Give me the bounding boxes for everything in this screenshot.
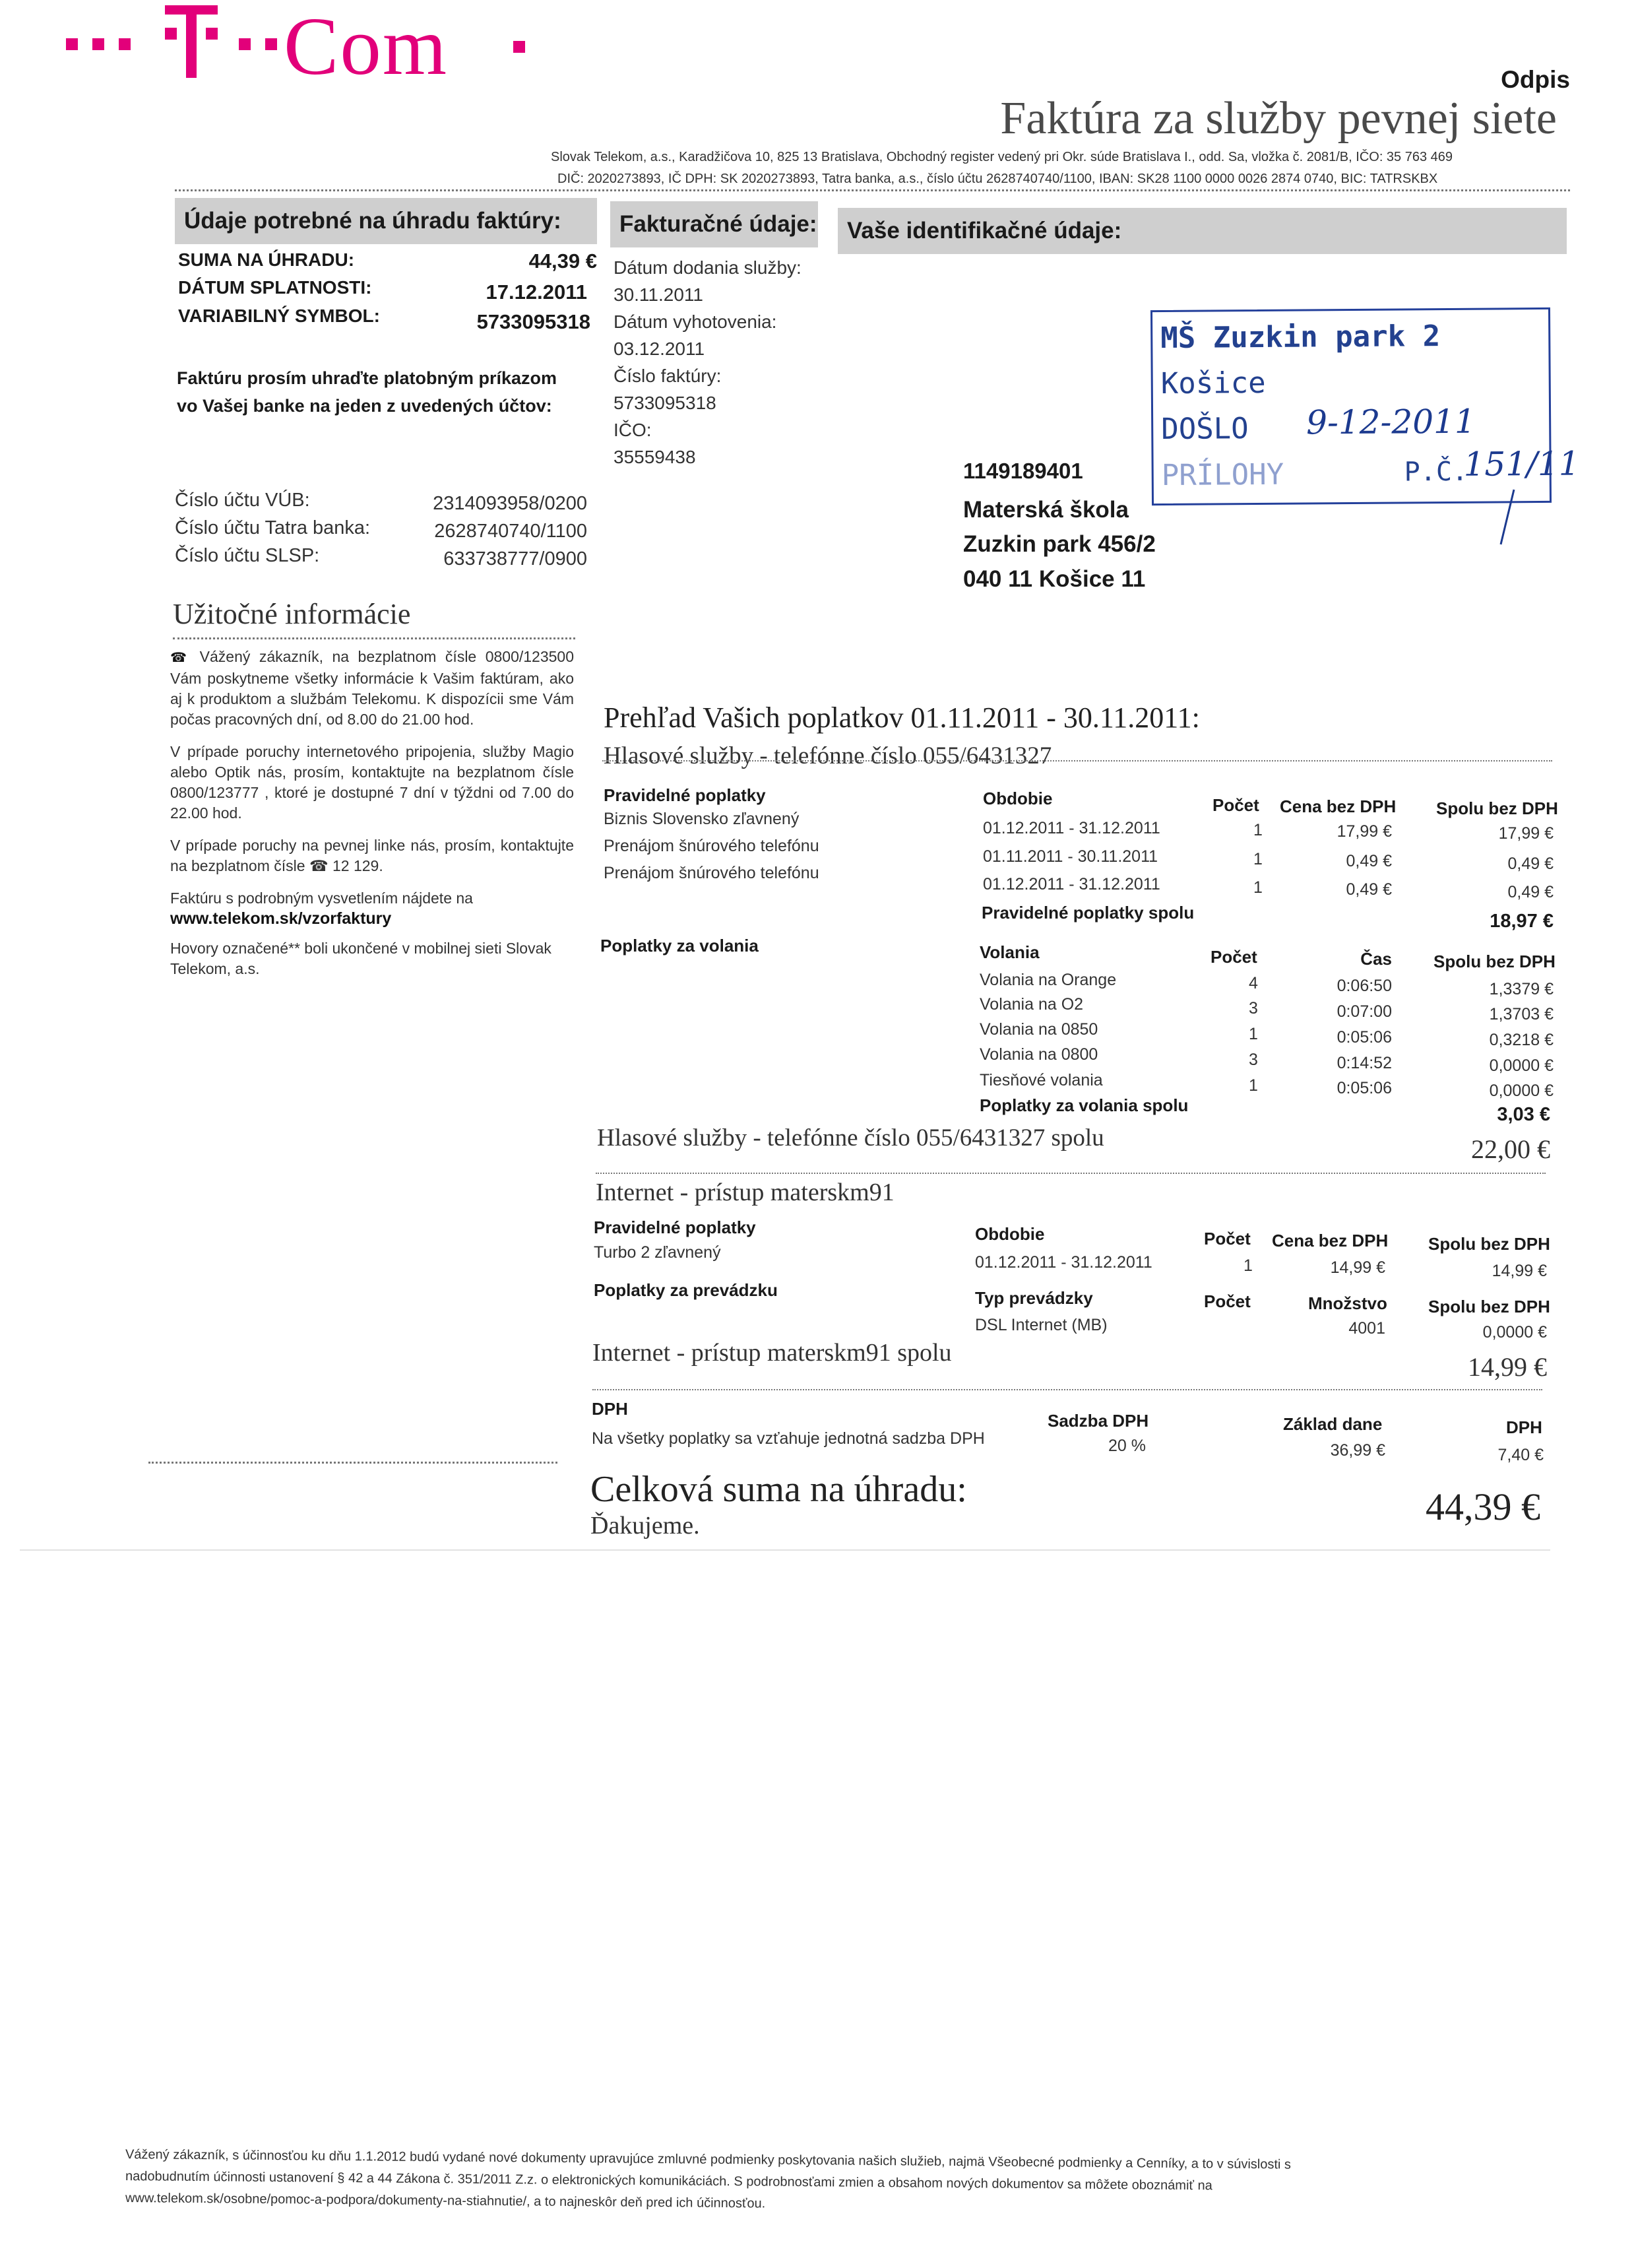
company-line-2: DIČ: 2020273893, IČ DPH: SK 2020273893, Tatra banka, a.s., číslo účtu 2628740740/1100, IBAN: SK28 1100 0000 0026 2874 0740, BIC: TATRSKBX [557, 172, 1438, 186]
calls-row-time: 0:14:52 [1337, 1054, 1392, 1072]
internet-sum-value: 14,99 € [1468, 1352, 1547, 1382]
left-bottom-divider [148, 1462, 557, 1464]
traffic-row-name: DSL Internet (MB) [975, 1316, 1108, 1334]
inet-row-name: Turbo 2 zľavnený [594, 1243, 721, 1262]
company-line-1: Slovak Telekom, a.s., Karadžičova 10, 825 13 Bratislava, Obchodný register vedený pri Okr. súde Bratislava I., odd. Sa, vložka č. 2081/B, IČO: 35 763 469 [551, 150, 1453, 164]
info-paragraph-3: V prípade poruchy na pevnej linke nás, prosím, kontaktujte na bezplatnom čísle ☎ 12 129. [170, 837, 574, 874]
regular-col-period: Obdobie [983, 789, 1053, 808]
delivery-label: Dátum dodania služby: [614, 257, 802, 278]
voice-sum-value: 22,00 € [1471, 1134, 1550, 1164]
overview-title: Prehľad Vašich poplatkov 01.11.2011 - 30.11.2011: [604, 701, 1200, 734]
account-vub-value: 2314093958/0200 [433, 493, 587, 514]
info-paragraph-1: ☎ Vážený zákazník, na bezplatnom čísle 0800/123500 Vám poskytneme všetky informácie k Vašim faktúram, ako aj k produktom a službám Telekomu. K dispozícii sme Vám počas pracovných dní, od 8.00 do 21.00 hod. [170, 648, 575, 728]
customer-heading: Vaše identifikačné údaje: [838, 208, 1567, 254]
vat-amount: 7,40 € [1497, 1446, 1544, 1464]
voice-divider [602, 760, 1552, 761]
regular-row-period: 01.12.2011 - 31.12.2011 [983, 875, 1160, 893]
received-stamp [1150, 308, 1580, 505]
regular-row-name: Prenájom šnúrového telefónu [604, 864, 819, 882]
invoice-title: Faktúra za služby pevnej siete [1000, 93, 1557, 144]
info-heading: Užitočné informácie [173, 598, 411, 630]
traffic-col-type: Typ prevádzky [975, 1288, 1093, 1308]
calls-col-time: Čas [1360, 949, 1392, 969]
header-divider [175, 189, 1570, 191]
inet-col-total: Spolu bez DPH [1428, 1234, 1550, 1254]
traffic-col-total: Spolu bez DPH [1428, 1297, 1550, 1316]
calls-row-total: 1,3379 € [1489, 980, 1554, 998]
traffic-col-qty: Počet [1204, 1291, 1251, 1311]
ico-label: IČO: [614, 420, 652, 440]
regular-row-total: 0,49 € [1507, 883, 1554, 901]
inet-row-price: 14,99 € [1330, 1258, 1385, 1277]
calls-sum-label: Poplatky za volania spolu [980, 1095, 1189, 1115]
account-slsp-label: Číslo účtu SLSP: [175, 545, 320, 566]
traffic-label: Poplatky za prevádzku [594, 1280, 778, 1300]
due-value: 17.12.2011 [486, 280, 587, 304]
issue-value: 03.12.2011 [614, 339, 705, 359]
calls-row-name: Volania na 0800 [980, 1045, 1098, 1064]
issue-label: Dátum vyhotovenia: [614, 311, 777, 332]
calls-col-total: Spolu bez DPH [1433, 952, 1556, 971]
calls-row-qty: 3 [1249, 999, 1258, 1018]
account-slsp-value: 633738777/0900 [443, 548, 587, 569]
customer-name: Materská škola [963, 497, 1129, 523]
delivery-value: 30.11.2011 [614, 284, 703, 305]
inet-col-price: Cena bez DPH [1272, 1231, 1389, 1250]
regular-row-period: 01.12.2011 - 31.12.2011 [983, 819, 1160, 837]
account-vub-label: Číslo účtu VÚB: [175, 490, 310, 511]
vs-value: 5733095318 [476, 310, 590, 333]
telekom-logo [66, 0, 528, 104]
regular-row-name: Prenájom šnúrového telefónu [604, 837, 819, 855]
regular-row-total: 17,99 € [1498, 824, 1554, 843]
stamp-line-2: Košice [1160, 366, 1266, 401]
info-paragraph-2: V prípade poruchy internetového pripojenia, služby Magio alebo Optik nás, prosím, kontaktujte na bezplatnom čísle 0800/123777 , ktoré je dostupné 7 dní v týždni od 7.00 do 22.00 hod. [170, 743, 574, 822]
payment-instruction-2: vo Vašej banke na jeden z uvedených účtov: [177, 396, 552, 416]
calls-row-time: 0:06:50 [1337, 977, 1392, 995]
calls-col-type: Volania [980, 942, 1040, 962]
voice-sum-divider [596, 1173, 1546, 1174]
voice-title: Hlasové služby - telefónne číslo 055/6431327 [604, 742, 1052, 769]
total-label: Celková suma na úhradu: [590, 1469, 967, 1510]
calls-row-name: Volania na O2 [980, 995, 1084, 1014]
vs-label: VARIABILNÝ SYMBOL: [178, 306, 380, 326]
regular-row-period: 01.11.2011 - 30.11.2011 [983, 847, 1158, 866]
account-tatra-label: Číslo účtu Tatra banka: [175, 517, 371, 538]
traffic-row-amount: 4001 [1348, 1319, 1385, 1338]
calls-row-total: 0,0000 € [1489, 1056, 1554, 1075]
vat-rate: 20 % [1108, 1437, 1146, 1455]
calls-label: Poplatky za volania [600, 936, 759, 956]
calls-row-name: Tiesňové volania [980, 1071, 1103, 1089]
info-paragraph-5: Hovory označené** boli ukončené v mobilnej sieti Slovak Telekom, a.s. [170, 940, 551, 977]
vat-description: Na všetky poplatky sa vzťahuje jednotná sadzba DPH [592, 1429, 985, 1448]
calls-row-time: 0:05:06 [1337, 1079, 1392, 1097]
invoice-details-heading: Fakturačné údaje: [610, 201, 818, 247]
stamp-handwriting-stroke [1488, 488, 1527, 548]
amount-label: SUMA NA ÚHRADU: [178, 249, 355, 270]
customer-street: Zuzkin park 456/2 [963, 531, 1156, 557]
calls-row-name: Volania na 0850 [980, 1020, 1098, 1039]
calls-row-total: 0,3218 € [1489, 1031, 1554, 1049]
regular-row-total: 0,49 € [1507, 855, 1554, 873]
inet-row-total: 14,99 € [1492, 1262, 1547, 1280]
stamp-pc-label: P.Č. [1404, 456, 1468, 488]
stamp-received-date: 9-12-2011 [1306, 402, 1476, 442]
voice-sum-label: Hlasové služby - telefónne číslo 055/6431327 spolu [597, 1124, 1104, 1151]
footer-line-1: Vážený zákazník, s účinnosťou ku dňu 1.1.2012 budú vydané nové dokumenty upravujúce zmluvné podmienky poskytovania našich služieb, najmä Všeobecné podmienky a Cenníky, a to v súvislosti s [125, 2147, 1292, 2172]
vat-label: DPH [592, 1399, 628, 1419]
payment-heading: Údaje potrebné na úhradu faktúry: [175, 198, 597, 244]
calls-row-name: Volania na Orange [980, 971, 1117, 989]
calls-sum-value: 3,03 € [1497, 1104, 1550, 1125]
stamp-line-1: MŠ Zuzkin park 2 [1160, 319, 1441, 356]
stamp-received-label: DOŠLO [1161, 412, 1249, 447]
total-value: 44,39 € [1426, 1485, 1540, 1528]
info-paragraph-4: Faktúru s podrobným vysvetlením nájdete na www.telekom.sk/vzorfaktury [170, 888, 574, 929]
inet-regular-label: Pravidelné poplatky [594, 1217, 756, 1237]
calls-row-qty: 4 [1249, 974, 1258, 992]
vat-col-rate: Sadzba DPH [1048, 1411, 1149, 1431]
regular-sum-label: Pravidelné poplatky spolu [982, 903, 1195, 923]
calls-row-qty: 1 [1249, 1025, 1258, 1043]
calls-row-total: 1,3703 € [1489, 1005, 1554, 1023]
info-block [170, 647, 574, 979]
stamp-attachments-label: PRÍLOHY [1161, 457, 1284, 493]
calls-row-qty: 3 [1249, 1051, 1258, 1069]
inet-row-qty: 1 [1243, 1256, 1253, 1275]
amount-value: 44,39 € [528, 249, 597, 273]
internet-title: Internet - prístup materskm91 [596, 1179, 895, 1206]
regular-row-qty: 1 [1253, 821, 1263, 839]
invoice-details-block [614, 254, 825, 470]
regular-col-price: Cena bez DPH [1280, 796, 1397, 816]
regular-col-total: Spolu bez DPH [1436, 798, 1558, 818]
traffic-row-total: 0,0000 € [1482, 1323, 1547, 1342]
stamp-reg-number: 151/11 [1463, 444, 1580, 484]
customer-city: 040 11 Košice 11 [963, 566, 1146, 592]
inet-col-qty: Počet [1204, 1229, 1251, 1248]
regular-row-name: Biznis Slovensko zľavnený [604, 810, 800, 828]
internet-sum-label: Internet - prístup materskm91 spolu [592, 1339, 952, 1367]
inet-col-period: Obdobie [975, 1224, 1045, 1244]
footer-line-2: nadobudnutím účinnosti ustanovení § 42 a 44 Zákona č. 351/2011 Z.z. o elektronických komunikáciách. S podrobnosťami zmien a obsahom nových dokumentov sa môžete oboznámiť na [125, 2169, 1212, 2193]
regular-row-price: 0,49 € [1346, 852, 1392, 870]
inet-row-period: 01.12.2011 - 31.12.2011 [975, 1253, 1152, 1272]
regular-fees-label: Pravidelné poplatky [604, 785, 766, 805]
vat-col-vat: DPH [1506, 1417, 1542, 1437]
payment-instruction-1: Faktúru prosím uhraďte platobným príkazom [177, 368, 557, 388]
invoice-number-label: Číslo faktúry: [614, 366, 722, 386]
thanks: Ďakujeme. [590, 1512, 700, 1539]
regular-row-qty: 1 [1253, 878, 1263, 897]
due-label: DÁTUM SPLATNOSTI: [178, 277, 372, 298]
svg-text:Com: Com [284, 1, 449, 86]
regular-sum-value: 18,97 € [1490, 911, 1554, 932]
regular-col-qty: Počet [1212, 795, 1259, 815]
calls-row-total: 0,0000 € [1489, 1082, 1554, 1100]
vat-base: 36,99 € [1330, 1441, 1385, 1460]
traffic-col-amount: Množstvo [1308, 1293, 1387, 1313]
calls-row-qty: 1 [1249, 1076, 1258, 1095]
customer-id: 1149189401 [963, 459, 1083, 483]
total-divider [20, 1549, 1550, 1551]
invoice-number-value: 5733095318 [614, 393, 716, 413]
vat-col-base: Základ dane [1283, 1414, 1383, 1434]
phone-icon: ☎ [170, 651, 200, 665]
logo-graphic [66, 0, 528, 86]
regular-row-qty: 1 [1253, 850, 1263, 868]
regular-row-price: 17,99 € [1337, 822, 1392, 841]
info-divider [173, 637, 575, 639]
copy-label: Odpis [1501, 66, 1570, 93]
calls-col-qty: Počet [1211, 947, 1257, 967]
vzorfaktury-link[interactable]: www.telekom.sk/vzorfaktury [170, 909, 392, 928]
internet-sum-divider [592, 1389, 1542, 1390]
footer-line-3: www.telekom.sk/osobne/pomoc-a-podpora/dokumenty-na-stiahnutie/, a to najneskôr deň pred ich účinnosťou. [125, 2191, 766, 2211]
ico-value: 35559438 [614, 447, 696, 467]
calls-row-time: 0:05:06 [1337, 1028, 1392, 1047]
calls-row-time: 0:07:00 [1337, 1002, 1392, 1021]
regular-row-price: 0,49 € [1346, 880, 1392, 899]
account-tatra-value: 2628740740/1100 [434, 521, 587, 542]
